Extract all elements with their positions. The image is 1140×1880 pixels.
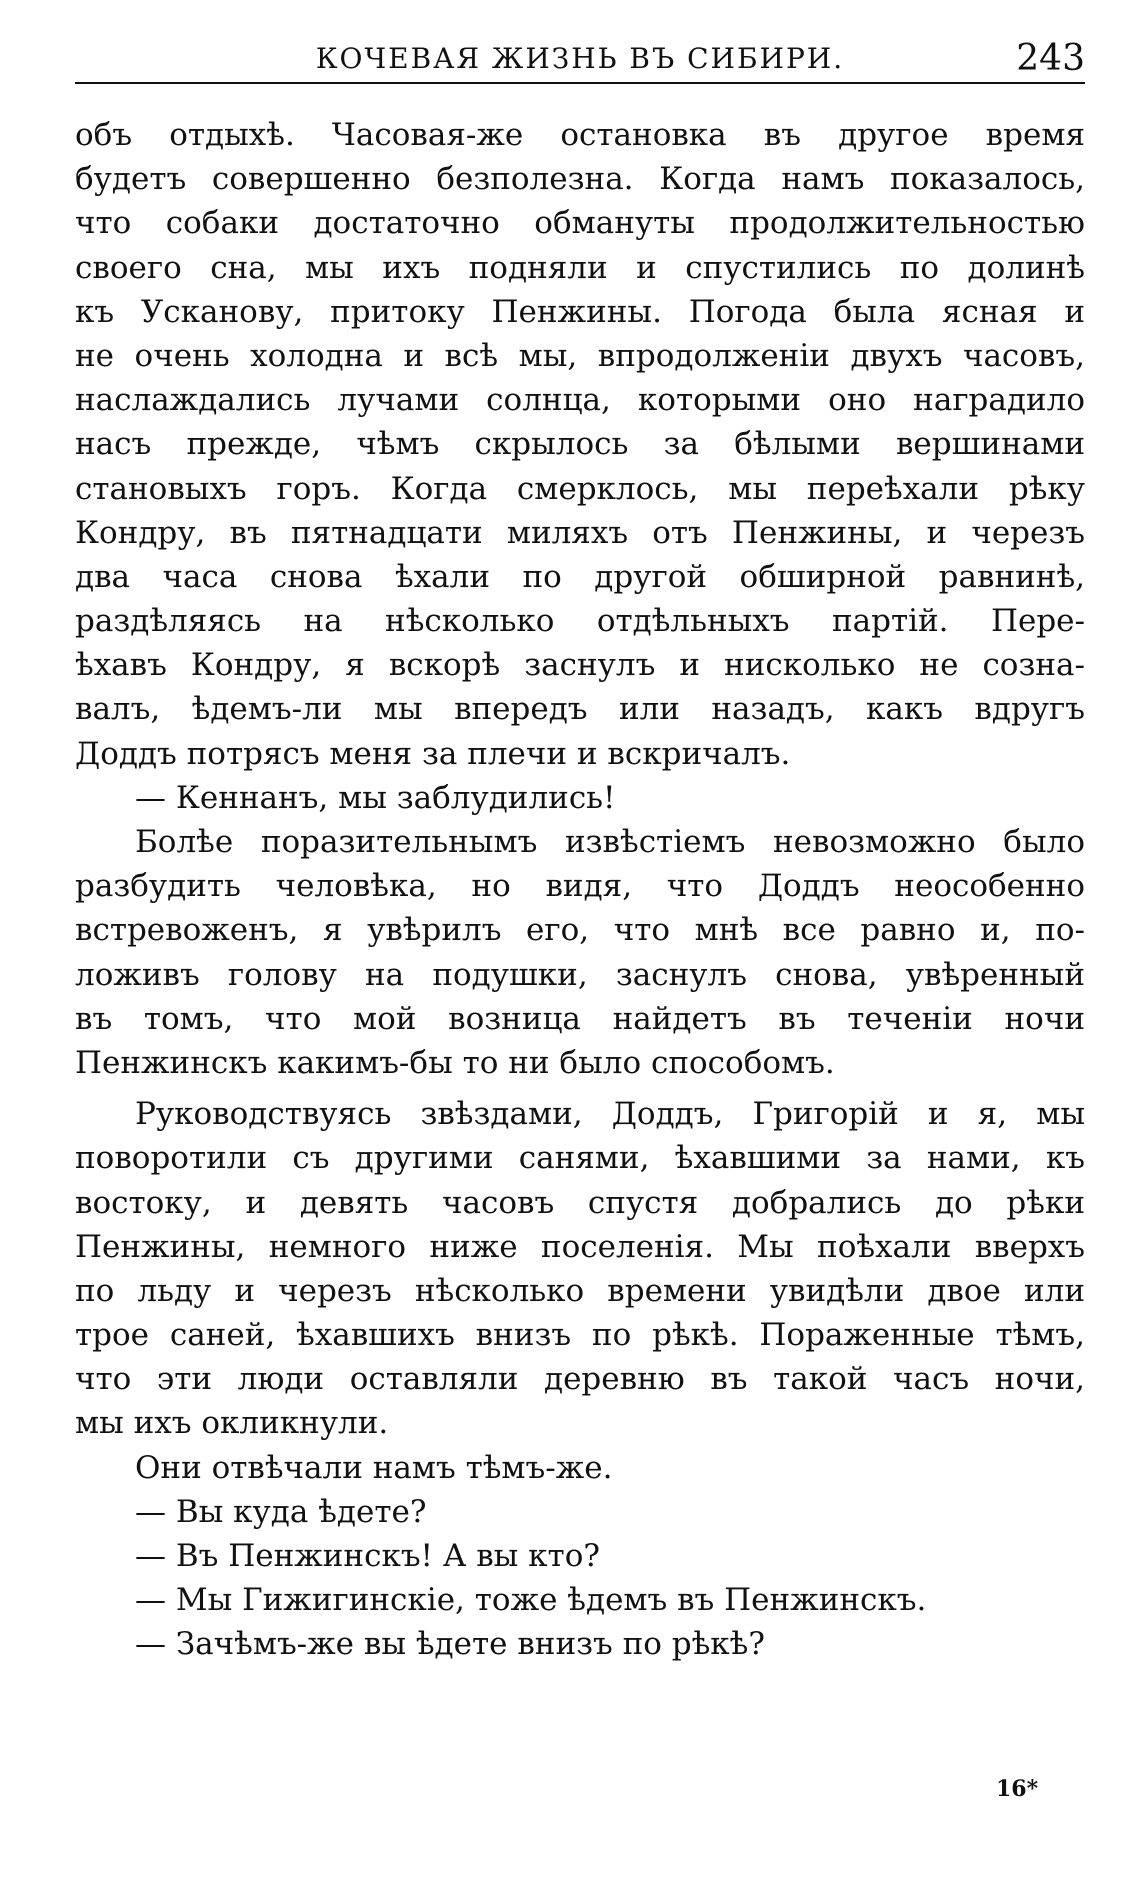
text-line: трое саней, ѣхавшихъ внизъ по рѣкѣ. Пораженные тѣмъ, bbox=[75, 1317, 1085, 1354]
dialogue-line: — Вы куда ѣдете? bbox=[135, 1493, 427, 1530]
text-line: Кондру, въ пятнадцати миляхъ отъ Пенжины, и черезъ bbox=[75, 514, 1085, 551]
paragraph-first-line: Руководствуясь звѣздами, Доддъ, Григорій и я, мы bbox=[135, 1096, 1085, 1133]
dialogue-line: — Мы Гижигинскіе, тоже ѣдемъ въ Пенжинскъ. bbox=[135, 1582, 927, 1619]
text-line: Пенжинскъ какимъ-бы то ни было способомъ. bbox=[75, 1044, 835, 1081]
text-line: по льду и черезъ нѣсколько времени увидѣли двое или bbox=[75, 1272, 1085, 1309]
paragraph-first-line: Болѣе поразительнымъ извѣстіемъ невозможно было bbox=[135, 824, 1085, 860]
text-line: становыхъ горъ. Когда смерклось, мы переѣхали рѣку bbox=[75, 470, 1085, 507]
dialogue-line: — Кеннанъ, мы заблудились! bbox=[135, 779, 616, 816]
text-line: что эти люди оставляли деревню въ такой часъ ночи, bbox=[75, 1361, 1085, 1398]
text-line: поворотили съ другими санями, ѣхавшими за нами, къ bbox=[75, 1140, 1085, 1177]
text-line: Доддъ потрясъ меня за плечи и вскричалъ. bbox=[75, 735, 791, 772]
text-line: своего сна, мы ихъ подняли и спустились по долинѣ bbox=[75, 249, 1085, 286]
running-head: КОЧЕВАЯ ЖИЗНЬ ВЪ СИБИРИ. bbox=[315, 42, 845, 75]
text-line: къ Усканову, притоку Пенжины. Погода была ясная и bbox=[75, 293, 1085, 330]
text-line: наслаждались лучами солнца, которыми оно наградило bbox=[75, 382, 1085, 419]
text-line: насъ прежде, чѣмъ скрылось за бѣлыми вершинами bbox=[75, 426, 1085, 463]
text-line: раздѣляясь на нѣсколько отдѣльныхъ партій. Пере- bbox=[75, 603, 1085, 640]
text-line: востоку, и девять часовъ спустя добрались до рѣки bbox=[75, 1184, 1085, 1221]
text-line: въ томъ, что мой возница найдетъ въ теченіи ночи bbox=[75, 1000, 1085, 1037]
paragraph-first-line: Они отвѣчали намъ тѣмъ-же. bbox=[135, 1449, 613, 1486]
text-line: что собаки достаточно обмануты продолжительностью bbox=[75, 205, 1085, 242]
text-line: ѣхавъ Кондру, я вскорѣ заснулъ и нисколько не созна- bbox=[75, 647, 1085, 684]
text-line: два часа снова ѣхали по другой обширной равнинѣ, bbox=[75, 558, 1085, 595]
dialogue-line: — Зачѣмъ-же вы ѣдете внизъ по рѣкѣ? bbox=[135, 1626, 765, 1663]
paragraph-gap bbox=[75, 1085, 1085, 1092]
page-number: 243 bbox=[1016, 38, 1085, 79]
text-line: разбудить человѣка, но видя, что Доддъ неособенно bbox=[75, 868, 1085, 905]
text-line: не очень холодна и всѣ мы, впродолженіи двухъ часовъ, bbox=[75, 337, 1085, 374]
text-line: Пенжины, немного ниже поселенія. Мы поѣхали вверхъ bbox=[75, 1228, 1085, 1265]
dialogue-line: — Въ Пенжинскъ! А вы кто? bbox=[135, 1538, 600, 1574]
text-line: объ отдыхѣ. Часовая-же остановка въ другое время bbox=[75, 117, 1085, 153]
text-line: будетъ совершенно безполезна. Когда намъ показалось, bbox=[75, 161, 1085, 198]
signature-mark: 16* bbox=[996, 1776, 1039, 1802]
text-line: валъ, ѣдемъ-ли мы впередъ или назадъ, какъ вдругъ bbox=[75, 691, 1085, 728]
text-line: ложивъ голову на подушки, заснулъ снова, увѣренный bbox=[75, 956, 1085, 993]
page-header bbox=[75, 38, 1085, 84]
text-line: мы ихъ окликнули. bbox=[75, 1405, 389, 1442]
body-text bbox=[75, 113, 1085, 1667]
text-line: встревоженъ, я увѣрилъ его, что мнѣ все равно и, по- bbox=[75, 912, 1085, 949]
